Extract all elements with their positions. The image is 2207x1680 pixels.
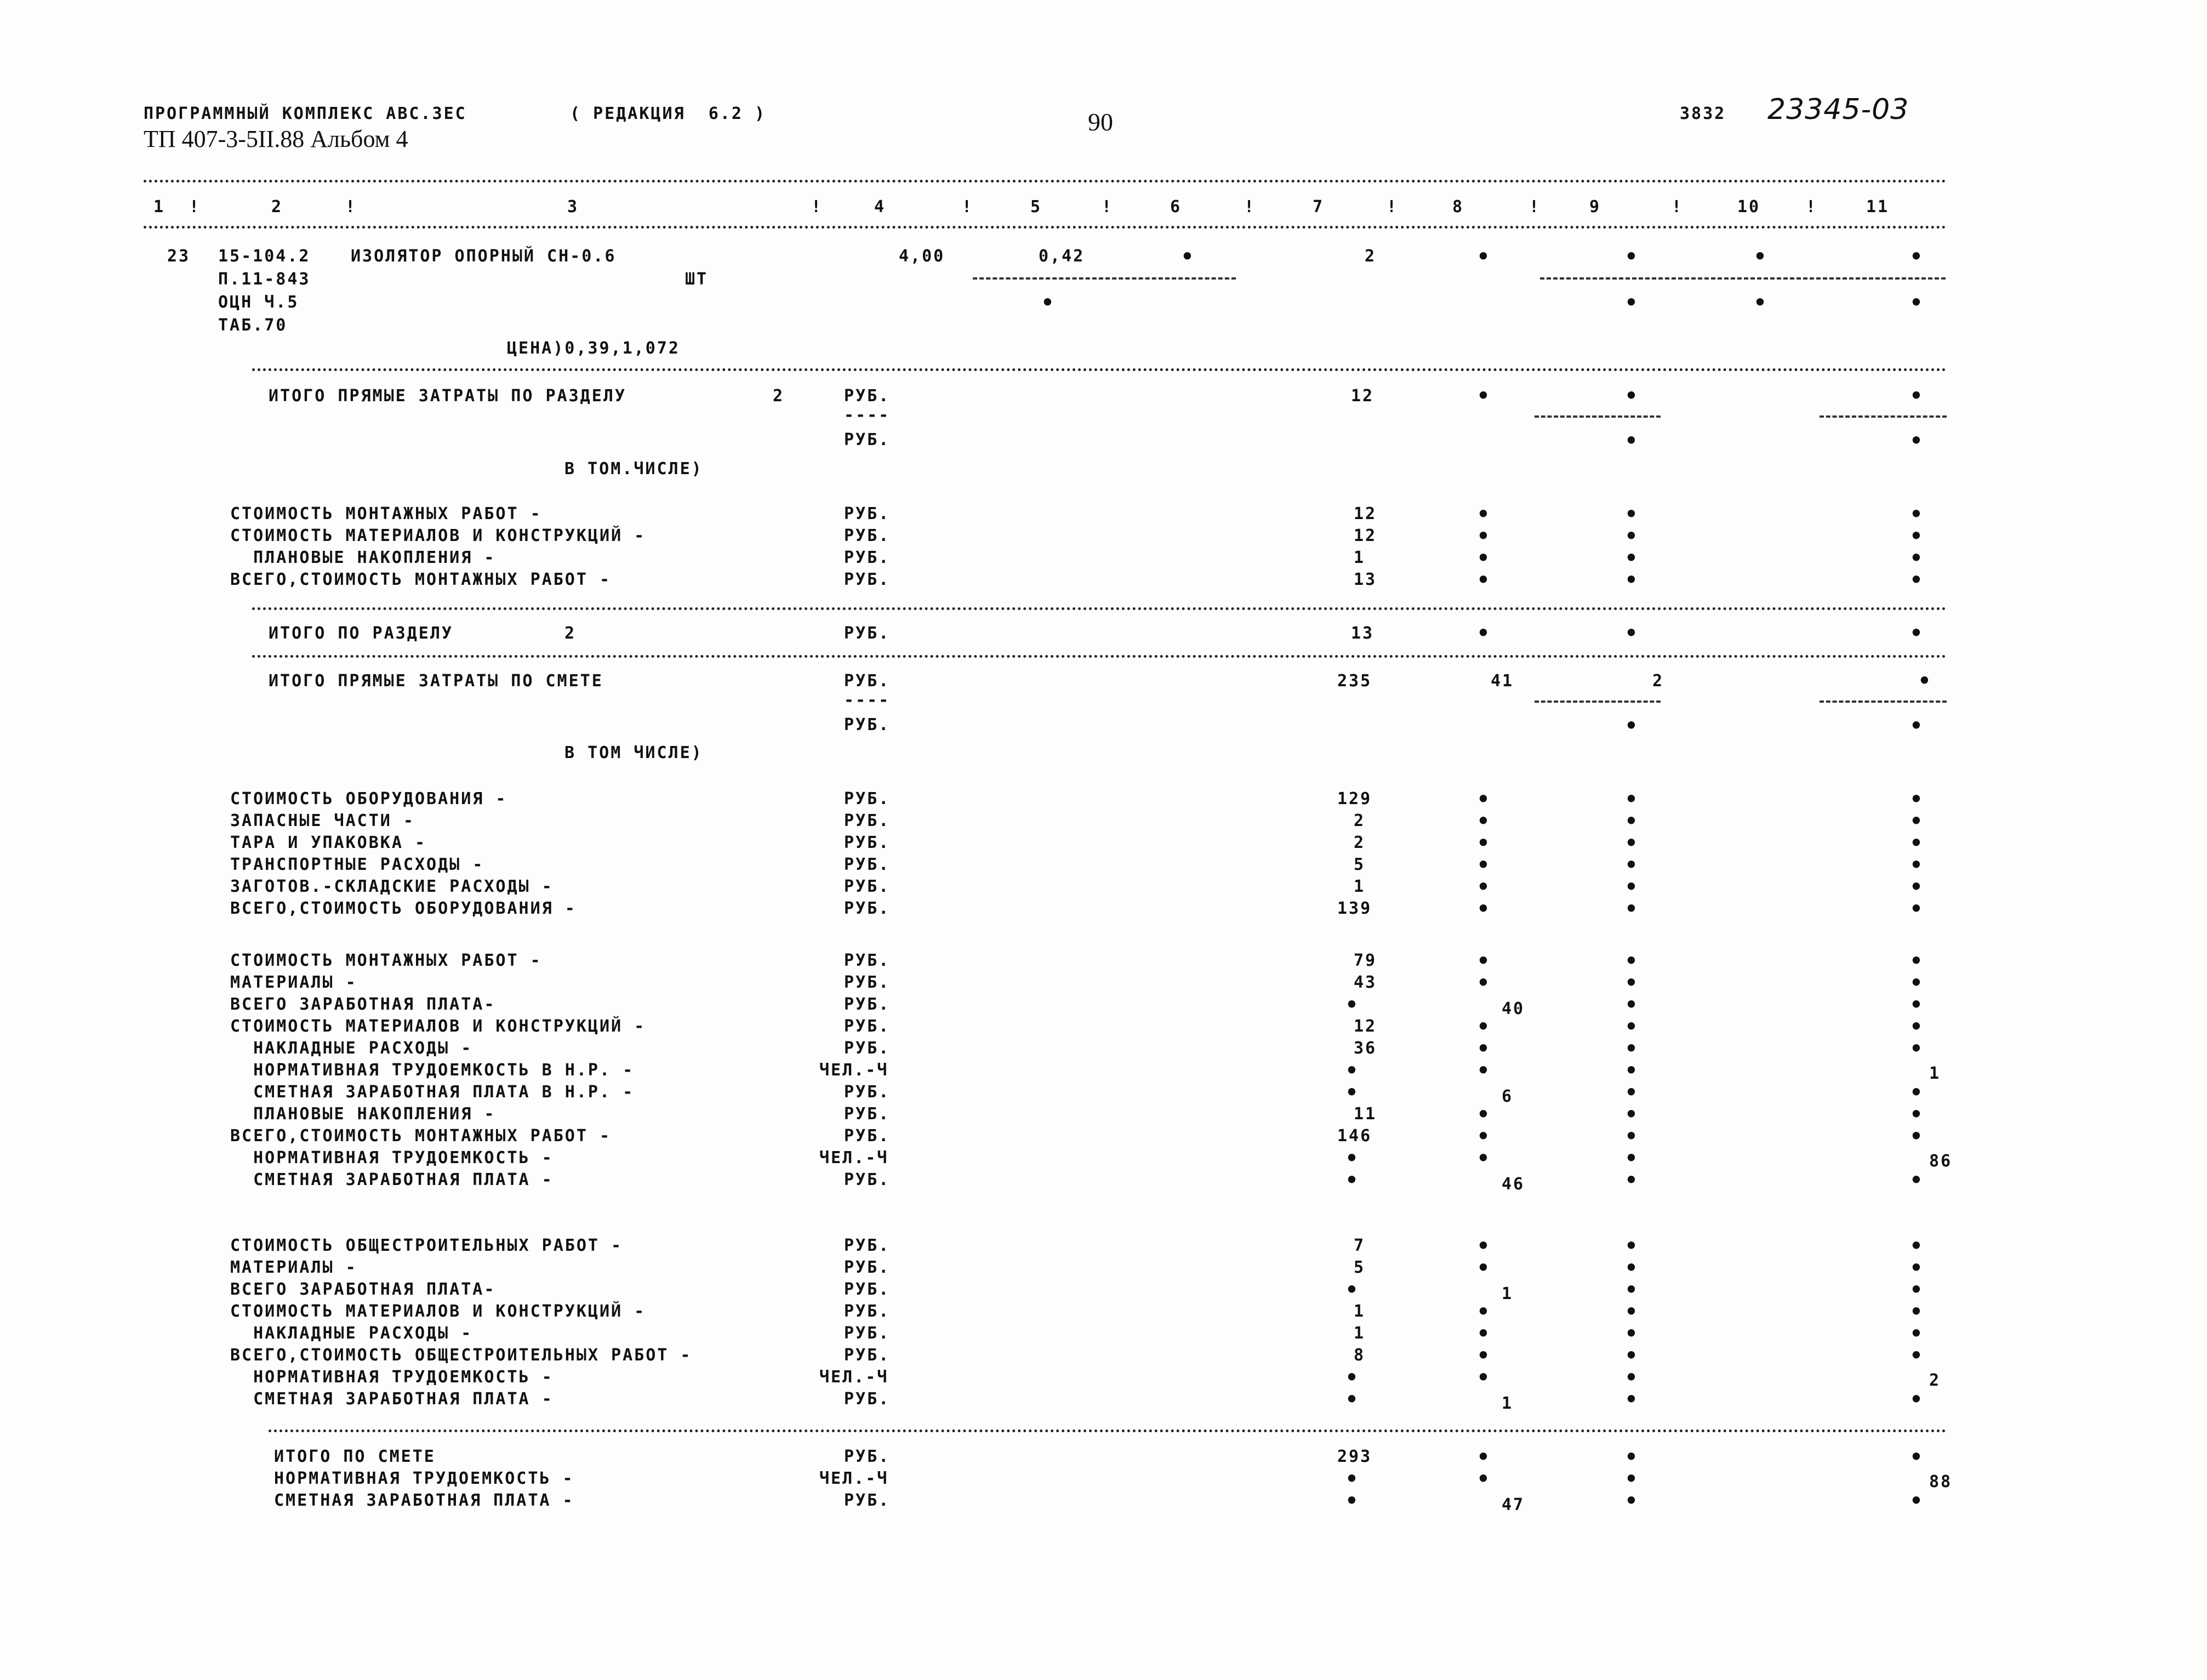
item-code-line: П.11-843 <box>218 270 311 289</box>
item-marker <box>1181 244 1195 269</box>
equipment-lines-value: 139 <box>1337 899 1372 918</box>
item-name: ИЗОЛЯТОР ОПОРНЫЙ СН-0.6 <box>351 247 617 266</box>
edition-label: ( РЕДАКЦИЯ 6.2 ) <box>570 104 767 123</box>
general-lines-label: ВСЕГО,СТОИМОСТЬ ОБЩЕСТРОИТЕЛЬНЫХ РАБОТ - <box>230 1346 692 1365</box>
section-total-title: ИТОГО ПО РАЗДЕЛУ <box>269 624 453 643</box>
item-marker <box>1041 291 1056 315</box>
value-marker <box>1625 1445 1639 1469</box>
final-lines-unit: ЧЕЛ.-Ч <box>819 1469 889 1488</box>
column-separator: ! <box>1102 197 1114 217</box>
value-marker <box>1477 949 1491 973</box>
value-marker <box>1910 429 1924 453</box>
value-marker <box>1910 384 1924 408</box>
section-direct-title: ИТОГО ПРЯМЫЕ ЗАТРАТЫ ПО РАЗДЕЛУ <box>269 386 626 406</box>
mounting-lines-label: СТОИМОСТЬ МОНТАЖНЫХ РАБОТ - <box>230 951 542 970</box>
equipment-lines-unit: РУБ. <box>844 877 891 896</box>
value-marker <box>1625 1124 1639 1148</box>
section-direct-unit2: РУБ. <box>844 430 891 449</box>
value-marker <box>1625 1387 1639 1411</box>
item-code-line: ОЦН Ч.5 <box>218 293 299 312</box>
equipment-lines-label: СТОИМОСТЬ ОБОРУДОВАНИЯ - <box>230 789 507 808</box>
value-marker <box>1477 1058 1491 1083</box>
equipment-lines-label: ВСЕГО,СТОИМОСТЬ ОБОРУДОВАНИЯ - <box>230 899 577 918</box>
mounting-lines-unit: РУБ. <box>844 1017 891 1036</box>
mounting-lines-value: 36 <box>1354 1039 1377 1058</box>
item-marker <box>1910 291 1924 315</box>
value-marker <box>1910 1343 1924 1368</box>
value-marker <box>1625 949 1639 973</box>
equipment-lines-value: 2 <box>1354 833 1366 852</box>
mounting-lines-value: 11 <box>1354 1104 1377 1124</box>
value-marker <box>1477 1445 1491 1469</box>
estimate-direct-title: ИТОГО ПРЯМЫЕ ЗАТРАТЫ ПО СМЕТЕ <box>269 671 603 691</box>
equipment-lines-value: 1 <box>1354 877 1366 896</box>
general-lines-col8: 1 <box>1502 1394 1514 1413</box>
mounting-lines-label: НОРМАТИВНАЯ ТРУДОЕМКОСТЬ В Н.Р. - <box>230 1061 635 1080</box>
column-header-9: 9 <box>1589 197 1601 217</box>
equipment-lines-value: 129 <box>1337 789 1372 808</box>
value-marker <box>1910 1445 1924 1469</box>
value-marker <box>1910 1080 1924 1104</box>
value-marker <box>1477 1300 1491 1324</box>
value-marker <box>1625 714 1639 738</box>
value-marker <box>1625 787 1639 811</box>
equipment-lines-label: ЗАГОТОВ.-СКЛАДСКИЕ РАСХОДЫ - <box>230 877 554 896</box>
general-lines-col11: 2 <box>1929 1371 1941 1390</box>
final-rule <box>269 1430 1947 1432</box>
mounting-lines-unit: РУБ. <box>844 1039 891 1058</box>
value-marker <box>1345 1080 1360 1104</box>
mounting-lines-label: НАКЛАДНЫЕ РАСХОДЫ - <box>230 1039 473 1058</box>
item-marker <box>1754 291 1768 315</box>
sub-total-rule <box>1820 701 1947 703</box>
column-header-3: 3 <box>567 197 579 217</box>
equipment-lines-unit: РУБ. <box>844 811 891 830</box>
value-marker <box>1477 1037 1491 1061</box>
value-marker <box>1910 568 1924 592</box>
item-marker <box>1754 244 1768 269</box>
value-marker <box>1910 897 1924 921</box>
value-marker <box>1345 1387 1360 1411</box>
column-header-8: 8 <box>1452 197 1464 217</box>
general-lines-col8: 1 <box>1502 1284 1514 1303</box>
mounting-lines-unit: ЧЕЛ.-Ч <box>819 1148 889 1168</box>
section-lines-unit: РУБ. <box>844 504 891 523</box>
subrule-mark: ---- <box>844 406 891 425</box>
value-marker <box>1625 1467 1639 1491</box>
value-marker <box>1910 714 1924 738</box>
final-lines-value: 293 <box>1337 1447 1372 1466</box>
column-separator: ! <box>1244 197 1256 217</box>
value-marker <box>1910 1234 1924 1258</box>
column-header-5: 5 <box>1030 197 1042 217</box>
value-marker <box>1477 1234 1491 1258</box>
general-lines-label: СМЕТНАЯ ЗАРАБОТНАЯ ПЛАТА - <box>230 1389 554 1409</box>
general-lines-unit: РУБ. <box>844 1346 891 1365</box>
value-marker <box>1910 853 1924 877</box>
item-marker <box>1477 244 1491 269</box>
mounting-lines-unit: РУБ. <box>844 1083 891 1102</box>
value-marker <box>1910 993 1924 1017</box>
mounting-lines-label: ПЛАНОВЫЕ НАКОПЛЕНИЯ - <box>230 1104 496 1124</box>
general-lines-value: 1 <box>1354 1302 1366 1321</box>
value-marker <box>1910 502 1924 526</box>
estimate-direct-total: 235 <box>1337 671 1372 691</box>
section-lines-label: СТОИМОСТЬ МАТЕРИАЛОВ И КОНСТРУКЦИЙ - <box>230 526 646 545</box>
value-marker <box>1625 1015 1639 1039</box>
sub-total-rule <box>1535 415 1661 418</box>
column-separator: ! <box>811 197 823 217</box>
value-marker <box>1477 1015 1491 1039</box>
general-lines-unit: РУБ. <box>844 1302 891 1321</box>
section-lines-unit: РУБ. <box>844 526 891 545</box>
general-lines-unit: РУБ. <box>844 1236 891 1255</box>
general-lines-unit: РУБ. <box>844 1389 891 1409</box>
general-lines-label: СТОИМОСТЬ ОБЩЕСТРОИТЕЛЬНЫХ РАБОТ - <box>230 1236 623 1255</box>
general-lines-value: 1 <box>1354 1324 1366 1343</box>
section-total-value: 13 <box>1351 624 1375 643</box>
value-marker <box>1910 1322 1924 1346</box>
value-marker <box>1477 1365 1491 1389</box>
equipment-lines-label: ТРАНСПОРТНЫЕ РАСХОДЫ - <box>230 855 484 874</box>
value-marker <box>1477 897 1491 921</box>
general-lines-unit: РУБ. <box>844 1258 891 1277</box>
mounting-lines-unit: РУБ. <box>844 951 891 970</box>
mounting-lines-value: 79 <box>1354 951 1377 970</box>
mounting-lines-label: СТОИМОСТЬ МАТЕРИАЛОВ И КОНСТРУКЦИЙ - <box>230 1017 646 1036</box>
value-marker <box>1910 831 1924 855</box>
final-lines-unit: РУБ. <box>844 1491 891 1510</box>
section-lines-unit: РУБ. <box>844 570 891 589</box>
mounting-lines-col8: 6 <box>1502 1087 1514 1106</box>
section-lines-unit: РУБ. <box>844 548 891 567</box>
equipment-lines-label: ТАРА И УПАКОВКА - <box>230 833 427 852</box>
including-label: В ТОМ ЧИСЛЕ) <box>564 743 703 762</box>
value-marker <box>1625 1343 1639 1368</box>
general-lines-value: 5 <box>1354 1258 1366 1277</box>
column-header-7: 7 <box>1313 197 1325 217</box>
general-lines-value: 8 <box>1354 1346 1366 1365</box>
column-separator: ! <box>1529 197 1541 217</box>
value-marker <box>1625 1256 1639 1280</box>
section-total-rule <box>252 607 1947 610</box>
value-marker <box>1477 384 1491 408</box>
item-number: 23 <box>167 247 191 266</box>
final-lines-label: СМЕТНАЯ ЗАРАБОТНАЯ ПЛАТА - <box>274 1491 574 1510</box>
value-marker <box>1477 1322 1491 1346</box>
header-rule-bottom <box>144 226 1947 229</box>
value-marker <box>1625 524 1639 548</box>
value-marker <box>1910 787 1924 811</box>
value-marker <box>1625 1102 1639 1126</box>
program-title: ПРОГРАММНЫЙ КОМПЛЕКС АВС.ЗЕС <box>144 104 467 123</box>
equipment-lines-unit: РУБ. <box>844 855 891 874</box>
value-marker <box>1345 1058 1360 1083</box>
value-marker <box>1625 1365 1639 1389</box>
mounting-lines-value: 12 <box>1354 1017 1377 1036</box>
section-lines-value: 12 <box>1354 504 1377 523</box>
general-lines-unit: РУБ. <box>844 1280 891 1299</box>
value-marker <box>1625 1146 1639 1170</box>
section-total-unit: РУБ. <box>844 624 891 643</box>
mounting-lines-label: СМЕТНАЯ ЗАРАБОТНАЯ ПЛАТА - <box>230 1170 554 1189</box>
general-lines-unit: ЧЕЛ.-Ч <box>819 1368 889 1387</box>
section-lines-label: ВСЕГО,СТОИМОСТЬ МОНТАЖНЫХ РАБОТ - <box>230 570 612 589</box>
mounting-lines-unit: РУБ. <box>844 973 891 992</box>
equipment-lines-value: 2 <box>1354 811 1366 830</box>
value-marker <box>1477 1124 1491 1148</box>
value-marker <box>1910 949 1924 973</box>
final-lines-col8: 47 <box>1502 1495 1525 1514</box>
item-subrule <box>1540 277 1946 280</box>
value-marker <box>1910 875 1924 899</box>
value-marker <box>1625 1168 1639 1192</box>
value-marker <box>1477 524 1491 548</box>
item-subrule <box>973 277 1236 280</box>
value-marker <box>1910 809 1924 833</box>
value-marker <box>1625 1300 1639 1324</box>
value-marker <box>1910 1387 1924 1411</box>
mounting-lines-unit: ЧЕЛ.-Ч <box>819 1061 889 1080</box>
mounting-lines-col11: 1 <box>1929 1064 1941 1083</box>
value-marker <box>1910 1124 1924 1148</box>
mounting-lines-col8: 40 <box>1502 999 1525 1018</box>
value-marker <box>1477 853 1491 877</box>
album-label: ТП 407-3-5II.88 Альбом 4 <box>144 126 408 152</box>
value-marker <box>1910 1015 1924 1039</box>
item-marker <box>1625 291 1639 315</box>
value-marker <box>1477 1102 1491 1126</box>
value-marker <box>1345 1489 1360 1513</box>
value-marker <box>1625 502 1639 526</box>
equipment-lines-unit: РУБ. <box>844 899 891 918</box>
general-lines-value: 7 <box>1354 1236 1366 1255</box>
sub-total-rule <box>1820 415 1947 418</box>
item-qty: 4,00 <box>899 247 945 266</box>
value-marker <box>1625 971 1639 995</box>
value-marker <box>1625 1080 1639 1104</box>
mounting-lines-unit: РУБ. <box>844 1104 891 1124</box>
final-lines-col11: 88 <box>1929 1472 1953 1491</box>
value-marker <box>1910 1037 1924 1061</box>
price-line: ЦЕНА)0,39,1,072 <box>507 339 680 358</box>
mounting-lines-col8: 46 <box>1502 1175 1525 1194</box>
value-marker <box>1625 1234 1639 1258</box>
mounting-lines-value: 146 <box>1337 1126 1372 1146</box>
value-marker <box>1477 875 1491 899</box>
estimate-direct-unit: РУБ. <box>844 671 891 691</box>
value-marker <box>1625 875 1639 899</box>
value-marker <box>1477 621 1491 645</box>
section-total-no: 2 <box>564 624 577 643</box>
final-lines-unit: РУБ. <box>844 1447 891 1466</box>
section-lines-value: 1 <box>1354 548 1366 567</box>
value-marker <box>1625 809 1639 833</box>
mounting-lines-label: МАТЕРИАЛЫ - <box>230 973 357 992</box>
column-separator: ! <box>189 197 201 217</box>
value-marker <box>1625 568 1639 592</box>
value-marker <box>1910 1278 1924 1302</box>
section-direct-unit: РУБ. <box>844 386 891 406</box>
value-marker <box>1477 831 1491 855</box>
value-marker <box>1625 1058 1639 1083</box>
value-marker <box>1625 1278 1639 1302</box>
value-marker <box>1625 897 1639 921</box>
general-lines-label: НАКЛАДНЫЕ РАСХОДЫ - <box>230 1324 473 1343</box>
section-lines-value: 13 <box>1354 570 1377 589</box>
final-lines-label: ИТОГО ПО СМЕТЕ <box>274 1447 436 1466</box>
value-marker <box>1910 1168 1924 1192</box>
value-marker <box>1477 971 1491 995</box>
value-marker <box>1625 1037 1639 1061</box>
value-marker <box>1910 1300 1924 1324</box>
section-lines-value: 12 <box>1354 526 1377 545</box>
value-marker <box>1477 809 1491 833</box>
header-rule-top <box>144 180 1947 183</box>
column-separator: ! <box>1387 197 1399 217</box>
item-unit-price: 0,42 <box>1039 247 1085 266</box>
equipment-lines-value: 5 <box>1354 855 1366 874</box>
value-marker <box>1625 546 1639 570</box>
column-header-2: 2 <box>271 197 283 217</box>
general-lines-label: НОРМАТИВНАЯ ТРУДОЕМКОСТЬ - <box>230 1368 554 1387</box>
value-marker <box>1625 429 1639 453</box>
value-marker <box>1910 1489 1924 1513</box>
item-code-line: ТАБ.70 <box>218 316 288 335</box>
value-marker <box>1625 384 1639 408</box>
mounting-lines-label: ВСЕГО,СТОИМОСТЬ МОНТАЖНЫХ РАБОТ - <box>230 1126 612 1146</box>
value-marker <box>1477 568 1491 592</box>
equipment-lines-unit: РУБ. <box>844 789 891 808</box>
mounting-lines-label: ВСЕГО ЗАРАБОТНАЯ ПЛАТА- <box>230 995 496 1014</box>
value-marker <box>1625 853 1639 877</box>
sub-total-rule <box>1535 701 1661 703</box>
value-marker <box>1477 787 1491 811</box>
value-marker <box>1625 621 1639 645</box>
value-marker <box>1625 831 1639 855</box>
value-marker <box>1910 524 1924 548</box>
value-marker <box>1345 1146 1360 1170</box>
doc-number: 23345-03 <box>1767 93 1909 126</box>
value-marker <box>1345 1467 1360 1491</box>
value-marker <box>1910 971 1924 995</box>
value-marker <box>1345 1365 1360 1389</box>
mounting-lines-unit: РУБ. <box>844 995 891 1014</box>
including-label: В ТОМ.ЧИСЛЕ) <box>564 459 703 479</box>
estimate-rule <box>252 655 1947 658</box>
general-lines-label: ВСЕГО ЗАРАБОТНАЯ ПЛАТА- <box>230 1280 496 1299</box>
final-lines-label: НОРМАТИВНАЯ ТРУДОЕМКОСТЬ - <box>274 1469 574 1488</box>
section-direct-no: 2 <box>773 386 785 406</box>
column-header-10: 10 <box>1737 197 1761 217</box>
section-lines-label: ПЛАНОВЫЕ НАКОПЛЕНИЯ - <box>230 548 496 567</box>
page-number: 90 <box>1088 108 1113 136</box>
value-marker <box>1345 1278 1360 1302</box>
item-marker <box>1625 244 1639 269</box>
value-marker <box>1910 546 1924 570</box>
value-marker <box>1477 546 1491 570</box>
item-marker <box>1910 244 1924 269</box>
column-separator: ! <box>962 197 974 217</box>
value-marker <box>1477 1467 1491 1491</box>
value-marker <box>1477 1146 1491 1170</box>
mounting-lines-unit: РУБ. <box>844 1170 891 1189</box>
value-marker <box>1910 621 1924 645</box>
item-code-line: 15-104.2 <box>218 247 311 266</box>
value-marker <box>1910 1256 1924 1280</box>
column-separator: ! <box>1672 197 1684 217</box>
subrule-mark: ---- <box>844 691 891 710</box>
general-lines-label: МАТЕРИАЛЫ - <box>230 1258 357 1277</box>
value-marker <box>1477 502 1491 526</box>
code-label: 3832 <box>1680 104 1726 123</box>
item-unit: ШТ <box>685 270 709 289</box>
value-marker <box>1910 1102 1924 1126</box>
estimate-direct-unit2: РУБ. <box>844 715 891 734</box>
section-lines-label: СТОИМОСТЬ МОНТАЖНЫХ РАБОТ - <box>230 504 542 523</box>
estimate-direct-col8: 41 <box>1491 671 1514 691</box>
column-header-6: 6 <box>1170 197 1182 217</box>
column-separator: ! <box>345 197 357 217</box>
mounting-lines-col11: 86 <box>1929 1152 1953 1171</box>
value-marker <box>1477 1343 1491 1368</box>
value-marker <box>1625 993 1639 1017</box>
general-lines-unit: РУБ. <box>844 1324 891 1343</box>
equipment-lines-label: ЗАПАСНЫЕ ЧАСТИ - <box>230 811 415 830</box>
mounting-lines-label: НОРМАТИВНАЯ ТРУДОЕМКОСТЬ - <box>230 1148 554 1168</box>
section-rule <box>252 368 1947 371</box>
estimate-direct-col9: 2 <box>1652 671 1664 691</box>
value-marker <box>1345 1168 1360 1192</box>
column-header-11: 11 <box>1866 197 1890 217</box>
general-lines-label: СТОИМОСТЬ МАТЕРИАЛОВ И КОНСТРУКЦИЙ - <box>230 1302 646 1321</box>
column-header-4: 4 <box>874 197 886 217</box>
value-marker <box>1625 1489 1639 1513</box>
value-marker <box>1625 1322 1639 1346</box>
mounting-lines-value: 43 <box>1354 973 1377 992</box>
column-separator: ! <box>1806 197 1818 217</box>
item-total: 2 <box>1365 247 1377 266</box>
column-header-1: 1 <box>153 197 166 217</box>
equipment-lines-unit: РУБ. <box>844 833 891 852</box>
mounting-lines-unit: РУБ. <box>844 1126 891 1146</box>
value-marker <box>1477 1256 1491 1280</box>
value-marker <box>1918 669 1932 693</box>
mounting-lines-label: СМЕТНАЯ ЗАРАБОТНАЯ ПЛАТА В Н.Р. - <box>230 1083 635 1102</box>
section-direct-total: 12 <box>1351 386 1375 406</box>
value-marker <box>1345 993 1360 1017</box>
